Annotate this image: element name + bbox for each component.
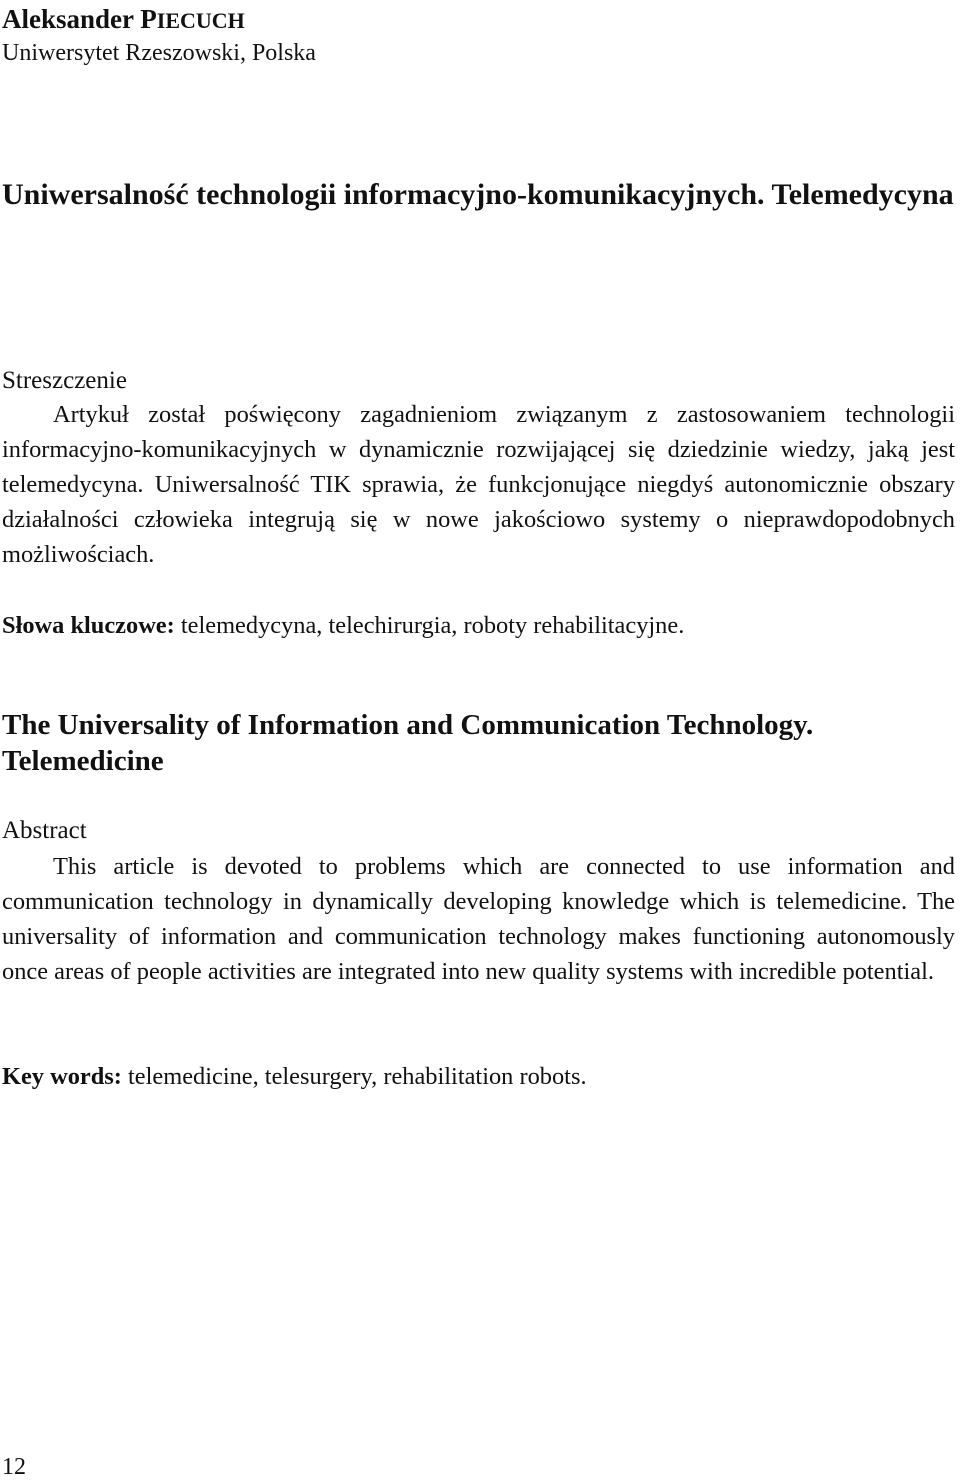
author-surname-initial: P: [140, 4, 157, 34]
polish-keywords-text: telemedycyna, telechirurgia, roboty rehabilitacyjne.: [180, 612, 685, 639]
page-number: 12: [2, 1454, 26, 1480]
english-title: The Universality of Information and Communication Technology. Telemedicine: [2, 709, 814, 777]
author-surname-rest: IECUCH: [156, 8, 245, 33]
english-keywords: [2, 1059, 955, 1094]
author-name: [2, 2, 245, 38]
polish-title: Uniwersalność technologii informacyjno-komunikacyjnych. Telemedycyna: [2, 178, 954, 211]
english-keywords-label: Key words:: [2, 1063, 122, 1090]
author-affiliation: Uniwersytet Rzeszowski, Polska: [2, 40, 316, 66]
polish-keywords-label: Słowa kluczowe:: [2, 612, 175, 639]
english-abstract-text: This article is devoted to problems which are connected to use information and communication technology in dynamically developing knowledge which is telemedicine. The universality of information and communication technology makes functioning autonomously once areas of people activities are integrated into new quality systems with incredible potential.: [2, 853, 955, 985]
english-abstract-heading: Abstract: [2, 817, 87, 844]
polish-keywords: [2, 608, 955, 643]
author-first-name: Aleksander: [2, 4, 134, 34]
polish-abstract-heading: Streszczenie: [2, 367, 127, 394]
polish-abstract-text: Artykuł został poświęcony zagadnieniom związanym z zastosowaniem technologii informacyjno-komunikacyjnych w dynamicznie rozwijającej się dziedzinie wiedzy, jaką jest telemedycyna. Uniwersalność TIK sprawia, że funkcjonujące niegdyś autonomicznie obszary działalności człowieka integrują się w nowe jakościowo systemy o nieprawdopodobnych możliwościach.: [2, 401, 955, 568]
english-keywords-text: telemedicine, telesurgery, rehabilitation robots.: [128, 1063, 587, 1090]
